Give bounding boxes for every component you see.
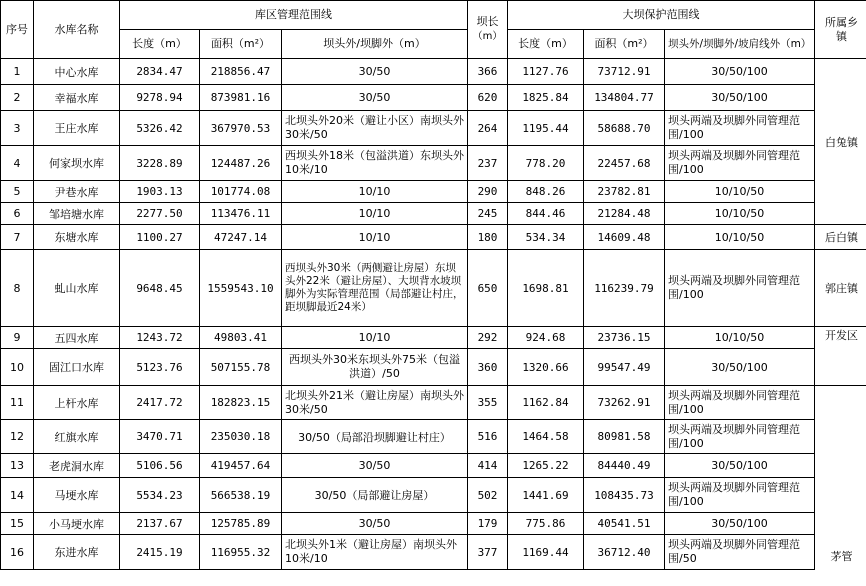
table-row bbox=[1, 386, 866, 420]
cell-mgmt-area: 101774.08 bbox=[200, 181, 282, 203]
cell-dam-length: 245 bbox=[468, 203, 508, 225]
cell-prot-area: 23736.15 bbox=[584, 327, 665, 349]
cell-prot-outside: 坝头两端及坝脚外同管理范围/100 bbox=[665, 420, 815, 454]
cell-prot-area: 21284.48 bbox=[584, 203, 665, 225]
cell-prot-outside: 坝头两端及坝脚外同管理范围/100 bbox=[665, 478, 815, 513]
table-row bbox=[1, 454, 866, 478]
table-row bbox=[1, 111, 866, 146]
cell-prot-area: 80981.58 bbox=[584, 420, 665, 454]
cell-no: 8 bbox=[1, 250, 34, 327]
cell-mgmt-area: 125785.89 bbox=[200, 513, 282, 535]
cell-prot-length: 775.86 bbox=[508, 513, 584, 535]
cell-prot-length: 1169.44 bbox=[508, 535, 584, 570]
cell-prot-length: 1464.58 bbox=[508, 420, 584, 454]
header-seq: 序号 bbox=[1, 1, 34, 59]
cell-prot-area: 99547.49 bbox=[584, 349, 665, 386]
cell-mgmt-length: 5123.76 bbox=[120, 349, 200, 386]
cell-name: 王庄水库 bbox=[34, 111, 120, 146]
header-mgmt-outside: 坝头外/坝脚外（m） bbox=[282, 30, 468, 59]
table-row bbox=[1, 349, 866, 386]
table-row bbox=[1, 535, 866, 570]
cell-mgmt-length: 1100.27 bbox=[120, 225, 200, 250]
cell-prot-outside: 30/50/100 bbox=[665, 59, 815, 85]
cell-name: 东塘水库 bbox=[34, 225, 120, 250]
cell-mgmt-area: 49803.41 bbox=[200, 327, 282, 349]
cell-mgmt-length: 9278.94 bbox=[120, 85, 200, 111]
cell-no: 11 bbox=[1, 386, 34, 420]
cell-prot-outside: 坝头两端及坝脚外同管理范围/100 bbox=[665, 111, 815, 146]
cell-prot-length: 1162.84 bbox=[508, 386, 584, 420]
cell-town: 茅管 bbox=[815, 386, 866, 570]
table-row bbox=[1, 478, 866, 513]
cell-prot-outside: 30/50/100 bbox=[665, 85, 815, 111]
table-row bbox=[1, 59, 866, 85]
cell-name: 何家坝水库 bbox=[34, 146, 120, 181]
cell-prot-area: 73262.91 bbox=[584, 386, 665, 420]
cell-prot-area: 84440.49 bbox=[584, 454, 665, 478]
cell-prot-length: 1127.76 bbox=[508, 59, 584, 85]
cell-dam-length: 360 bbox=[468, 349, 508, 386]
cell-no: 9 bbox=[1, 327, 34, 349]
cell-dam-length: 620 bbox=[468, 85, 508, 111]
cell-mgmt-outside: 30/50 bbox=[282, 513, 468, 535]
header-protection-group: 大坝保护范围线 bbox=[508, 1, 815, 30]
cell-no: 10 bbox=[1, 349, 34, 386]
cell-name: 邹培塘水库 bbox=[34, 203, 120, 225]
table-row bbox=[1, 181, 866, 203]
cell-prot-area: 14609.48 bbox=[584, 225, 665, 250]
cell-dam-length: 237 bbox=[468, 146, 508, 181]
cell-name: 上杆水库 bbox=[34, 386, 120, 420]
cell-dam-length: 502 bbox=[468, 478, 508, 513]
cell-dam-length: 650 bbox=[468, 250, 508, 327]
cell-prot-area: 134804.77 bbox=[584, 85, 665, 111]
cell-mgmt-outside: 10/10 bbox=[282, 203, 468, 225]
cell-name: 五四水库 bbox=[34, 327, 120, 349]
cell-mgmt-area: 419457.64 bbox=[200, 454, 282, 478]
cell-prot-length: 778.20 bbox=[508, 146, 584, 181]
cell-prot-outside: 坝头两端及坝脚外同管理范围/100 bbox=[665, 386, 815, 420]
cell-dam-length: 377 bbox=[468, 535, 508, 570]
cell-mgmt-outside: 西坝头外18米（包溢洪道）东坝头外10米/10 bbox=[282, 146, 468, 181]
cell-prot-length: 924.68 bbox=[508, 327, 584, 349]
cell-prot-area: 23782.81 bbox=[584, 181, 665, 203]
header-mgmt-length: 长度（m） bbox=[120, 30, 200, 59]
cell-name: 马埂水库 bbox=[34, 478, 120, 513]
header-dam-length: 坝长 （m） bbox=[468, 1, 508, 59]
cell-mgmt-length: 2277.50 bbox=[120, 203, 200, 225]
cell-mgmt-length: 2834.47 bbox=[120, 59, 200, 85]
cell-name: 固江口水库 bbox=[34, 349, 120, 386]
cell-prot-outside: 10/10/50 bbox=[665, 181, 815, 203]
cell-no: 1 bbox=[1, 59, 34, 85]
cell-prot-outside: 30/50/100 bbox=[665, 454, 815, 478]
table-row bbox=[1, 250, 866, 327]
cell-mgmt-outside: 30/50（局部避让房屋） bbox=[282, 478, 468, 513]
cell-no: 7 bbox=[1, 225, 34, 250]
cell-town: 后白镇 bbox=[815, 225, 866, 250]
cell-mgmt-area: 182823.15 bbox=[200, 386, 282, 420]
table-row bbox=[1, 203, 866, 225]
cell-mgmt-area: 367970.53 bbox=[200, 111, 282, 146]
cell-mgmt-outside: 30/50 bbox=[282, 59, 468, 85]
cell-dam-length: 179 bbox=[468, 513, 508, 535]
cell-mgmt-length: 5326.42 bbox=[120, 111, 200, 146]
cell-prot-outside: 30/50/100 bbox=[665, 513, 815, 535]
table-row bbox=[1, 146, 866, 181]
cell-prot-area: 58688.70 bbox=[584, 111, 665, 146]
cell-prot-outside: 坝头两端及坝脚外同管理范围/100 bbox=[665, 146, 815, 181]
cell-mgmt-length: 3470.71 bbox=[120, 420, 200, 454]
cell-name: 虬山水库 bbox=[34, 250, 120, 327]
cell-name: 东进水库 bbox=[34, 535, 120, 570]
cell-dam-length: 292 bbox=[468, 327, 508, 349]
cell-prot-length: 1698.81 bbox=[508, 250, 584, 327]
cell-mgmt-length: 1243.72 bbox=[120, 327, 200, 349]
cell-mgmt-length: 2415.19 bbox=[120, 535, 200, 570]
cell-dam-length: 180 bbox=[468, 225, 508, 250]
cell-mgmt-outside: 10/10 bbox=[282, 181, 468, 203]
cell-name: 幸福水库 bbox=[34, 85, 120, 111]
cell-prot-area: 73712.91 bbox=[584, 59, 665, 85]
cell-mgmt-outside: 北坝头外1米（避让房屋）南坝头外10米/10 bbox=[282, 535, 468, 570]
cell-mgmt-outside: 30/50 bbox=[282, 454, 468, 478]
cell-mgmt-area: 124487.26 bbox=[200, 146, 282, 181]
cell-mgmt-outside: 10/10 bbox=[282, 327, 468, 349]
cell-mgmt-area: 873981.16 bbox=[200, 85, 282, 111]
cell-mgmt-outside: 北坝头外21米（避让房屋）南坝头外30米/50 bbox=[282, 386, 468, 420]
cell-dam-length: 516 bbox=[468, 420, 508, 454]
header-prot-outside: 坝头外/坝脚外/坡肩线外（m） bbox=[665, 30, 815, 59]
cell-mgmt-length: 9648.45 bbox=[120, 250, 200, 327]
cell-mgmt-area: 113476.11 bbox=[200, 203, 282, 225]
cell-mgmt-length: 5106.56 bbox=[120, 454, 200, 478]
cell-mgmt-area: 116955.32 bbox=[200, 535, 282, 570]
cell-mgmt-length: 5534.23 bbox=[120, 478, 200, 513]
cell-town: 开发区 bbox=[815, 327, 866, 386]
cell-name: 尹巷水库 bbox=[34, 181, 120, 203]
cell-no: 13 bbox=[1, 454, 34, 478]
cell-no: 12 bbox=[1, 420, 34, 454]
cell-prot-outside: 坝头两端及坝脚外同管理范围/50 bbox=[665, 535, 815, 570]
cell-prot-area: 108435.73 bbox=[584, 478, 665, 513]
cell-dam-length: 355 bbox=[468, 386, 508, 420]
cell-town: 郭庄镇 bbox=[815, 250, 866, 327]
cell-prot-outside: 10/10/50 bbox=[665, 225, 815, 250]
cell-mgmt-area: 47247.14 bbox=[200, 225, 282, 250]
cell-name: 中心水库 bbox=[34, 59, 120, 85]
cell-mgmt-outside: 30/50（局部沿坝脚避让村庄） bbox=[282, 420, 468, 454]
cell-no: 5 bbox=[1, 181, 34, 203]
cell-mgmt-length: 3228.89 bbox=[120, 146, 200, 181]
table-row bbox=[1, 420, 866, 454]
header-prot-area: 面积（m²） bbox=[584, 30, 665, 59]
table-row bbox=[1, 225, 866, 250]
header-mgmt-area: 面积（m²） bbox=[200, 30, 282, 59]
cell-mgmt-length: 1903.13 bbox=[120, 181, 200, 203]
table-row bbox=[1, 327, 866, 349]
cell-prot-area: 22457.68 bbox=[584, 146, 665, 181]
cell-prot-length: 1195.44 bbox=[508, 111, 584, 146]
header-town: 所属乡 镇 bbox=[815, 1, 866, 59]
cell-prot-area: 36712.40 bbox=[584, 535, 665, 570]
cell-mgmt-area: 507155.78 bbox=[200, 349, 282, 386]
cell-no: 2 bbox=[1, 85, 34, 111]
cell-prot-length: 1825.84 bbox=[508, 85, 584, 111]
cell-prot-outside: 10/10/50 bbox=[665, 327, 815, 349]
table-row bbox=[1, 85, 866, 111]
cell-prot-area: 40541.51 bbox=[584, 513, 665, 535]
cell-no: 16 bbox=[1, 535, 34, 570]
cell-no: 4 bbox=[1, 146, 34, 181]
table-row bbox=[1, 513, 866, 535]
cell-prot-outside: 30/50/100 bbox=[665, 349, 815, 386]
cell-prot-outside: 坝头两端及坝脚外同管理范围/100 bbox=[665, 250, 815, 327]
cell-name: 红旗水库 bbox=[34, 420, 120, 454]
cell-prot-outside: 10/10/50 bbox=[665, 203, 815, 225]
cell-mgmt-outside: 西坝头外30米（两侧避让房屋）东坝头外22米（避让房屋）、大坝背水坡坝脚外为实际管理范围（局部避让村庄，距坝脚最近24米） bbox=[282, 250, 468, 327]
cell-mgmt-outside: 10/10 bbox=[282, 225, 468, 250]
cell-dam-length: 366 bbox=[468, 59, 508, 85]
cell-prot-length: 1265.22 bbox=[508, 454, 584, 478]
cell-prot-area: 116239.79 bbox=[584, 250, 665, 327]
cell-prot-length: 844.46 bbox=[508, 203, 584, 225]
cell-prot-length: 1320.66 bbox=[508, 349, 584, 386]
header-name: 水库名称 bbox=[34, 1, 120, 59]
cell-prot-length: 848.26 bbox=[508, 181, 584, 203]
header-mgmt-group: 库区管理范围线 bbox=[120, 1, 468, 30]
cell-dam-length: 290 bbox=[468, 181, 508, 203]
cell-mgmt-outside: 北坝头外20米（避让小区）南坝头外30米/50 bbox=[282, 111, 468, 146]
cell-no: 3 bbox=[1, 111, 34, 146]
cell-mgmt-area: 566538.19 bbox=[200, 478, 282, 513]
cell-name: 老虎洞水库 bbox=[34, 454, 120, 478]
cell-mgmt-outside: 30/50 bbox=[282, 85, 468, 111]
cell-mgmt-area: 1559543.10 bbox=[200, 250, 282, 327]
cell-prot-length: 1441.69 bbox=[508, 478, 584, 513]
cell-mgmt-length: 2417.72 bbox=[120, 386, 200, 420]
cell-no: 15 bbox=[1, 513, 34, 535]
cell-town: 白兔镇 bbox=[815, 59, 866, 225]
cell-dam-length: 414 bbox=[468, 454, 508, 478]
cell-mgmt-area: 235030.18 bbox=[200, 420, 282, 454]
cell-mgmt-outside: 西坝头外30米东坝头外75米（包溢洪道）/50 bbox=[282, 349, 468, 386]
cell-prot-length: 534.34 bbox=[508, 225, 584, 250]
cell-mgmt-area: 218856.47 bbox=[200, 59, 282, 85]
cell-no: 14 bbox=[1, 478, 34, 513]
cell-no: 6 bbox=[1, 203, 34, 225]
cell-mgmt-length: 2137.67 bbox=[120, 513, 200, 535]
header-prot-length: 长度（m） bbox=[508, 30, 584, 59]
cell-dam-length: 264 bbox=[468, 111, 508, 146]
cell-name: 小马埂水库 bbox=[34, 513, 120, 535]
